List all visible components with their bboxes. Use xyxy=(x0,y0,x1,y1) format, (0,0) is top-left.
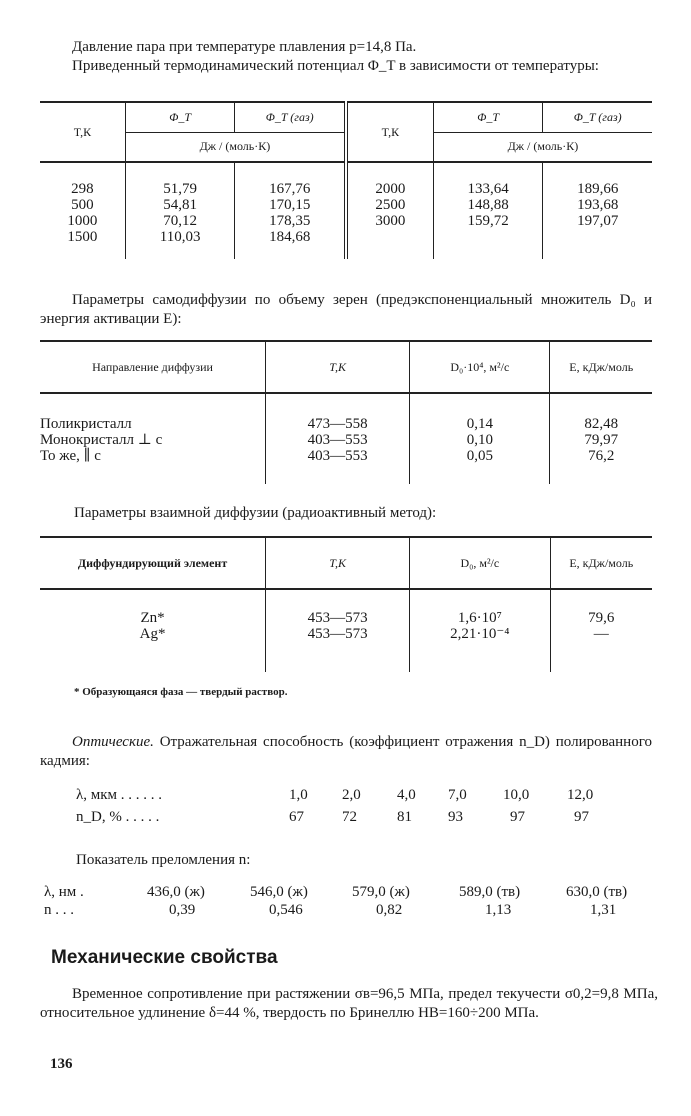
refraction-caption: Показатель преломления n: xyxy=(76,852,251,868)
refract-lambda: 436,0 (ж) xyxy=(147,884,205,900)
cell-direction: Поликристалл xyxy=(40,393,266,432)
th-E: E, кДж/моль xyxy=(569,555,634,570)
refract-lambda: 589,0 (тв) xyxy=(459,884,521,900)
cell: 1500 xyxy=(40,229,125,259)
cell: 453—573 xyxy=(266,589,410,626)
reflect-lambda: 2,0 xyxy=(342,787,361,803)
cell: 2,21·10⁻⁴ xyxy=(410,626,550,672)
th-units-left: Дж / (моль·К) xyxy=(125,132,346,162)
reflect-n: 67 xyxy=(289,809,304,825)
refract-n: 0,39 xyxy=(169,902,196,918)
footnote: * Образующаяся фаза — твердый раствор. xyxy=(74,686,288,698)
cell: 453—573 xyxy=(266,626,410,672)
refract-n: 0,82 xyxy=(376,902,403,918)
th-phi-gas-right: Φ_T (газ) xyxy=(573,109,622,124)
self-diffusion-caption: Параметры самодиффузии по объему зерен (предэкспоненциальный множитель D₀ и энергия активации E): xyxy=(40,292,652,327)
cell: 1000 xyxy=(40,213,125,229)
cell: 3000 xyxy=(346,213,433,229)
cell-element: Zn* xyxy=(40,589,266,626)
cell: 189,66 xyxy=(577,181,619,197)
refract-n: 1,13 xyxy=(485,902,512,918)
th-T: T,К xyxy=(266,341,410,393)
reflect-n: 97 xyxy=(574,809,589,825)
cell-empty xyxy=(433,229,543,259)
cell-direction: То же, ∥ c xyxy=(40,448,266,484)
cell: 184,68 xyxy=(235,229,346,259)
reflect-n: 72 xyxy=(342,809,357,825)
reflect-lambda: 12,0 xyxy=(567,787,594,803)
n-label: n . . . xyxy=(44,902,74,918)
th-units-right: Дж / (моль·К) xyxy=(433,132,652,162)
potential-caption: Приведенный термодинамический потенциал Φ_T в зависимости от температуры: xyxy=(72,58,599,74)
reflect-lambda: 7,0 xyxy=(448,787,467,803)
refract-n: 1,31 xyxy=(590,902,617,918)
th-phi-gas-left: Φ_T (газ) xyxy=(235,102,346,132)
cell-direction: Монокристалл ⊥ c xyxy=(40,432,266,448)
cell: 79,6 xyxy=(588,610,615,626)
th-phi-left: Φ_T xyxy=(125,102,235,132)
cell: 51,79 xyxy=(125,162,235,197)
refract-lambda: 579,0 (ж) xyxy=(352,884,410,900)
lambda-um-label: λ, мкм . . . . . . xyxy=(76,787,163,803)
cell: 193,68 xyxy=(577,197,619,213)
cell-empty xyxy=(543,229,652,259)
cell: 79,97 xyxy=(584,432,619,448)
cell: 167,76 xyxy=(235,162,346,197)
page-number: 136 xyxy=(50,1056,73,1072)
mechanical-text: Временное сопротивление при растяжении σв=96,5 МПа, предел текучести σ0,2=9,8 МПа, относительное удлинение δ=44 %, твердость по Бринеллю HB=160÷200 МПа. xyxy=(40,986,658,1021)
cell: 403—553 xyxy=(266,432,410,448)
cell: 0,14 xyxy=(410,393,550,432)
cell: 298 xyxy=(40,162,125,197)
cell: 2000 xyxy=(346,162,433,197)
thermo-table xyxy=(40,101,652,259)
th-E: E, кДж/моль xyxy=(569,359,634,374)
reflect-lambda: 4,0 xyxy=(397,787,416,803)
th-phi-right: Φ_T xyxy=(433,102,543,132)
cell: 500 xyxy=(40,197,125,213)
cell: 178,35 xyxy=(235,213,346,229)
vapor-pressure-line: Давление пара при температуре плавления p=14,8 Па. xyxy=(72,39,417,55)
th-T-right: T,К xyxy=(346,102,433,162)
cell: 82,48 xyxy=(584,416,619,432)
lambda-nm-label: λ, нм . xyxy=(44,884,84,900)
cell: 1,6·10⁷ xyxy=(410,589,550,626)
cell: 54,81 xyxy=(125,197,235,213)
cell: 197,07 xyxy=(577,213,619,229)
cell-element: Ag* xyxy=(40,626,266,672)
optical-caption xyxy=(40,733,652,771)
cell: 133,64 xyxy=(433,162,543,197)
nd-label: n_D, % . . . . . xyxy=(76,809,160,825)
th-T: T,К xyxy=(266,537,410,589)
th-D0: D₀, м²/с xyxy=(410,537,550,589)
refract-n: 0,546 xyxy=(269,902,303,918)
th-D0: D₀·10⁴, м²/с xyxy=(410,341,550,393)
cell: 403—553 xyxy=(266,448,410,484)
th-element: Диффундирующий элемент xyxy=(40,537,266,589)
cell: 0,10 xyxy=(410,432,550,448)
refract-lambda: 546,0 (ж) xyxy=(250,884,308,900)
mechanical-heading: Механические свойства xyxy=(51,947,278,968)
mutual-diffusion-caption: Параметры взаимной диффузии (радиоактивный метод): xyxy=(74,505,437,521)
cell: 70,12 xyxy=(125,213,235,229)
cell: 159,72 xyxy=(433,213,543,229)
cell: 170,15 xyxy=(235,197,346,213)
cell: — xyxy=(593,626,609,642)
optical-text: Отражательная способность (коэффициент отражения n_D) полированного кадмия: xyxy=(40,734,652,769)
cell: 473—558 xyxy=(266,393,410,432)
mutual-diffusion-table xyxy=(40,536,652,672)
refract-lambda: 630,0 (тв) xyxy=(566,884,628,900)
cell-empty xyxy=(346,229,433,259)
cell: 0,05 xyxy=(410,448,550,484)
optical-heading: Оптические. xyxy=(72,734,154,750)
reflect-n: 97 xyxy=(510,809,525,825)
reflect-n: 81 xyxy=(397,809,412,825)
reflect-lambda: 1,0 xyxy=(289,787,308,803)
self-diffusion-table xyxy=(40,340,652,484)
cell: 2500 xyxy=(346,197,433,213)
th-direction: Направление диффузии xyxy=(40,341,266,393)
cell: 76,2 xyxy=(588,448,615,464)
cell: 110,03 xyxy=(125,229,235,259)
th-T-left: T,К xyxy=(40,102,125,162)
cell: 148,88 xyxy=(433,197,543,213)
reflect-lambda: 10,0 xyxy=(503,787,530,803)
reflect-n: 93 xyxy=(448,809,463,825)
